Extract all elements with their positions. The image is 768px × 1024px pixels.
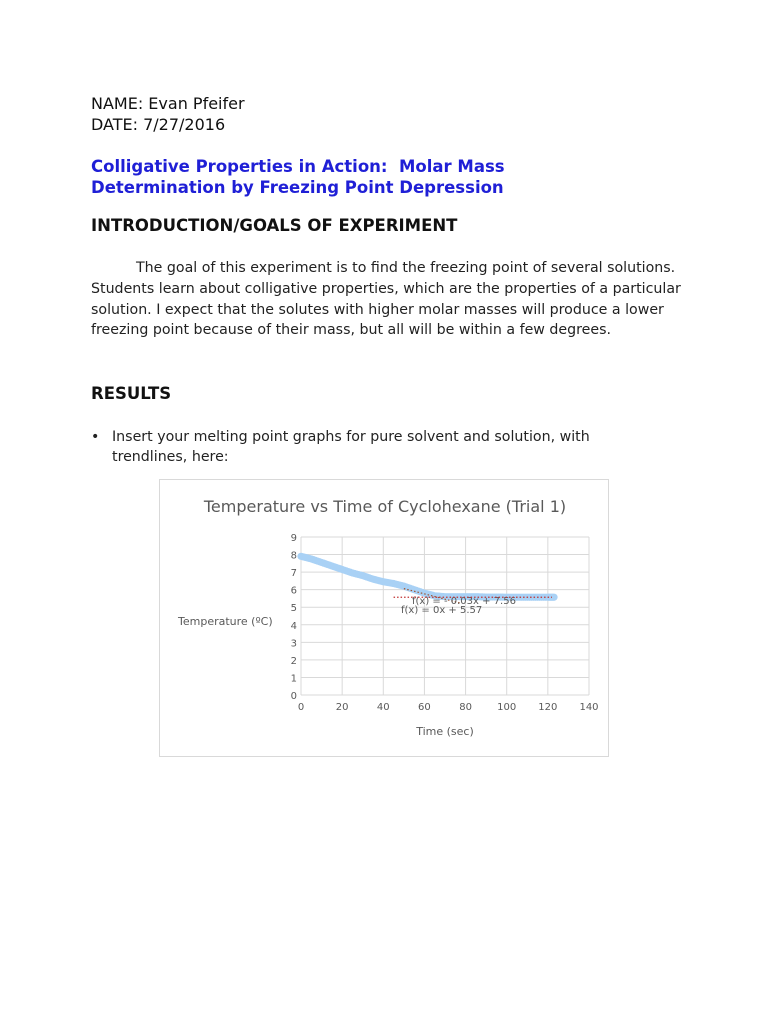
temperature-chart (159, 479, 609, 757)
x-tick-label: 80 (459, 702, 472, 713)
date-line: DATE: 7/27/2016 (91, 115, 226, 134)
bullet-text: Insert your melting point graphs for pure solvent and solution, with trendlines, here: (112, 429, 590, 465)
chart-canvas (160, 480, 610, 758)
intro-heading: INTRODUCTION/GOALS OF EXPERIMENT (91, 216, 458, 235)
document-title (91, 156, 651, 198)
trendline-equation-label: f(x) = - 0.03x + 7.56 (412, 596, 516, 607)
y-tick-label: 4 (290, 620, 297, 632)
x-tick-label: 0 (297, 702, 305, 713)
y-tick-label: 3 (290, 638, 297, 650)
x-tick-label: 140 (579, 702, 599, 713)
x-axis-label: Time (sec) (416, 725, 474, 738)
y-tick-label: 6 (290, 585, 297, 597)
document-title-line-1: Colligative Properties in Action: Molar Mass (91, 157, 505, 176)
y-tick-label: 0 (290, 691, 297, 702)
document-title-line-2: Determination by Freezing Point Depression (91, 178, 504, 197)
x-tick-label: 100 (497, 702, 517, 713)
y-tick-label: 8 (290, 550, 297, 562)
bullet-icon: • (91, 429, 100, 445)
y-tick-label: 7 (290, 568, 297, 580)
y-tick-label: 5 (290, 603, 297, 615)
name-line: NAME: Evan Pfeifer (91, 94, 245, 113)
y-axis-label: Temperature (ºC) (178, 615, 273, 628)
chart-title: Temperature vs Time of Cyclohexane (Trial 1) (203, 497, 567, 516)
x-tick-label: 120 (538, 702, 558, 713)
results-heading: RESULTS (91, 384, 172, 403)
trendline-equation-label: f(x) = 0x + 5.57 (401, 605, 483, 616)
x-tick-label: 40 (376, 702, 390, 713)
x-tick-label: 60 (418, 702, 431, 713)
x-tick-label: 20 (335, 702, 349, 713)
results-bullet-item (91, 427, 651, 467)
intro-paragraph: The goal of this experiment is to find the freezing point of several solutions. Students learn about colligative properties, which are the properties of a particular solution. I expect that the solutes with higher molar masses will produce a lower freezing point because of their mass, but all will be within a few degrees. (91, 260, 681, 339)
y-tick-label: 1 (290, 673, 297, 685)
y-tick-label: 2 (290, 655, 297, 667)
y-tick-label: 9 (290, 533, 297, 544)
